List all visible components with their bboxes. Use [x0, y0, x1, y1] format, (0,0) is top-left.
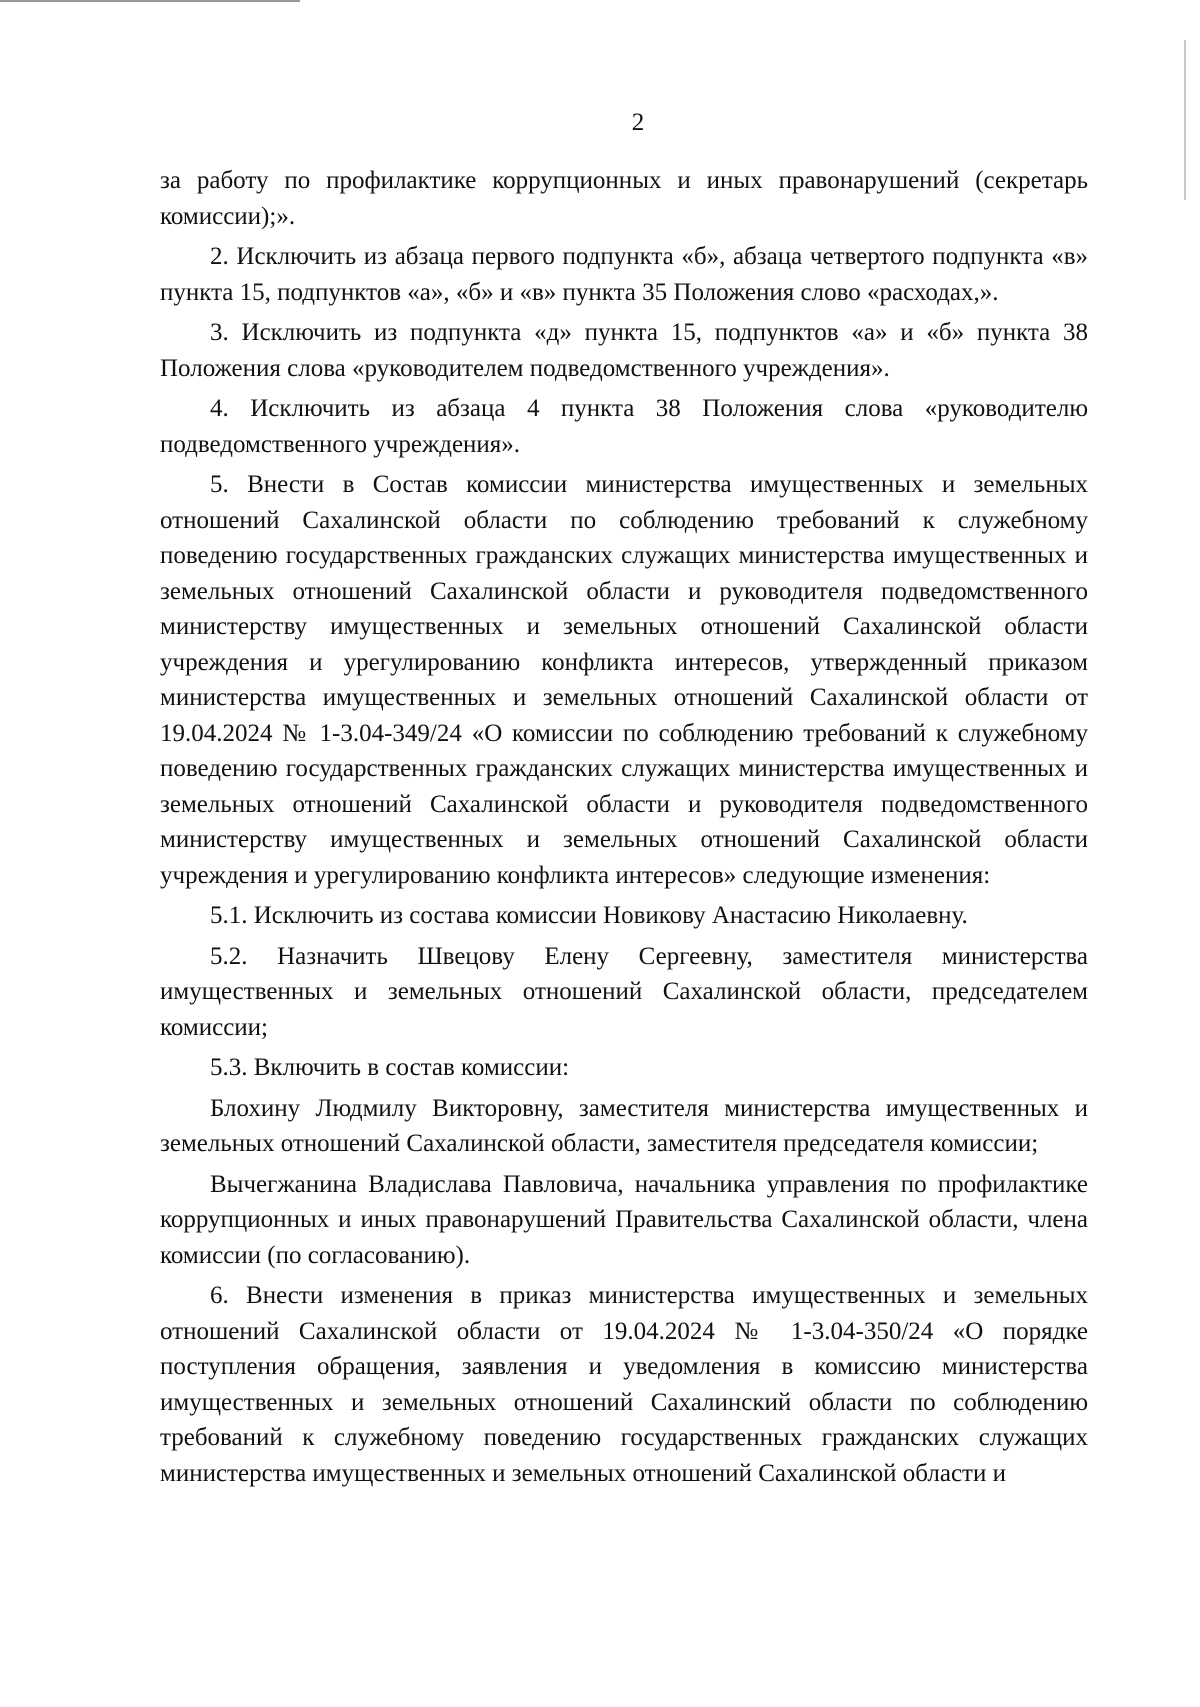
- paragraph-item-5-1: 5.1. Исключить из состава комиссии Новикову Анастасию Николаевну.: [210, 902, 968, 929]
- scan-edge-top: [0, 0, 300, 2]
- document-body: [160, 163, 1088, 1491]
- paragraph-item-3: 3. Исключить из подпункта «д» пункта 15, подпунктов «а» и «б» пункта 38 Положения слова «руководителем подведомственного учреждения».: [160, 319, 1088, 382]
- paragraph-item-5-3: 5.3. Включить в состав комиссии:: [210, 1054, 570, 1081]
- paragraph-item-4: 4. Исключить из абзаца 4 пункта 38 Положения слова «руководителю подведомственного учреждения».: [160, 395, 1088, 458]
- paragraph-member-blokhina: Блохину Людмилу Викторовну, заместителя министерства имущественных и земельных отношений Сахалинской области, заместителя председателя комиссии;: [160, 1094, 1088, 1157]
- paragraph-member-vychegzhanin: Вычегжанина Владислава Павловича, начальника управления по профилактике коррупционных и иных правонарушений Правительства Сахалинской области, члена комиссии (по согласованию).: [160, 1170, 1088, 1269]
- page-number: 2: [631, 109, 645, 136]
- paragraph-item-5: 5. Внести в Состав комиссии министерства имущественных и земельных отношений Сахалинской области по соблюдению требований к служебному поведению государственных гражданских служащих министерства имущественных и земельных отношений Сахалинской области и руководителя подведомственного министерству имущественных и земельных отношений Сахалинской области учреждения и урегулированию конфликта интересов, утвержденный приказом министерства имущественных и земельных отношений Сахалинской области от 19.04.2024 № 1-3.04-349/24 «О комиссии по соблюдению требований к служебному поведению государственных гражданских служащих министерства имущественных и земельных отношений Сахалинской области и руководителя подведомственного министерству имущественных и земельных отношений Сахалинской области учреждения и урегулированию конфликта интересов» следующие изменения:: [160, 471, 1088, 889]
- paragraph-item-6: 6. Внести изменения в приказ министерства имущественных и земельных отношений Сахалинской области от 19.04.2024 № 1-3.04-350/24 «О порядке поступления обращения, заявления и уведомления в комиссию министерства имущественных и земельных отношений Сахалинский области по соблюдению требований к служебному поведению государственных гражданских служащих министерства имущественных и земельных отношений Сахалинской области и: [160, 1282, 1088, 1487]
- paragraph-item-2: 2. Исключить из абзаца первого подпункта «б», абзаца четвертого подпункта «в» пункта 15, подпунктов «а», «б» и «в» пункта 35 Положения слово «расходах,».: [160, 243, 1088, 306]
- paragraph-continuation: за работу по профилактике коррупционных и иных правонарушений (секретарь комиссии);».: [160, 167, 1088, 230]
- paragraph-item-5-2: 5.2. Назначить Швецову Елену Сергеевну, заместителя министерства имущественных и земельных отношений Сахалинской области, председателем комиссии;: [160, 942, 1088, 1041]
